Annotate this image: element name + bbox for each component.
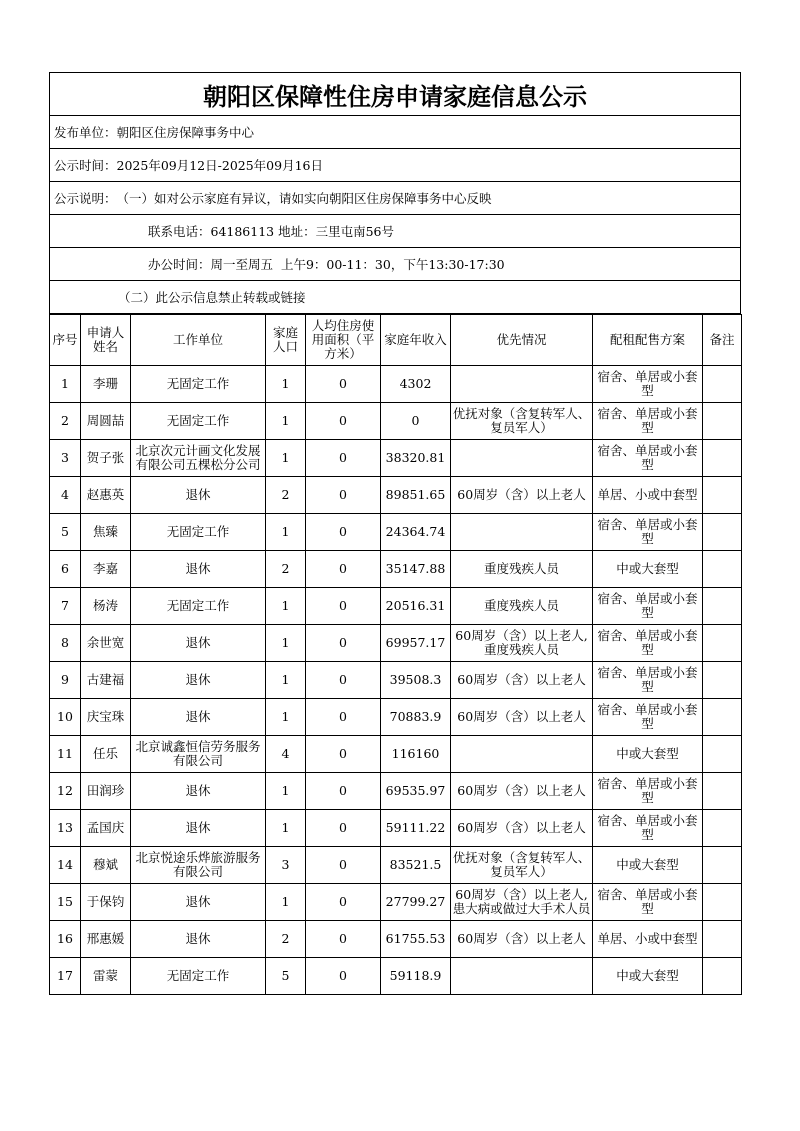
notice-sheet: [49, 72, 741, 995]
cell-remark: [703, 588, 742, 625]
cell-work: 北京次元计画文化发展有限公司五棵松分公司: [131, 440, 266, 477]
notes-row-4: [49, 281, 741, 314]
table-row: [50, 440, 742, 477]
cell-remark: [703, 551, 742, 588]
cell-pop: 5: [266, 958, 306, 995]
cell-remark: [703, 366, 742, 403]
cell-work: 无固定工作: [131, 403, 266, 440]
publisher-value: 朝阳区住房保障事务中心: [116, 125, 255, 140]
cell-area: 0: [306, 662, 381, 699]
cell-remark: [703, 699, 742, 736]
cell-work: 退休: [131, 625, 266, 662]
cell-income: 116160: [381, 736, 451, 773]
table-row: [50, 736, 742, 773]
cell-income: 35147.88: [381, 551, 451, 588]
cell-area: 0: [306, 477, 381, 514]
cell-income: 20516.31: [381, 588, 451, 625]
cell-no: 17: [50, 958, 81, 995]
table-row: [50, 662, 742, 699]
cell-area: 0: [306, 810, 381, 847]
cell-priority: 重度残疾人员: [451, 551, 593, 588]
cell-name: 贺子张: [81, 440, 131, 477]
cell-pop: 1: [266, 625, 306, 662]
cell-no: 13: [50, 810, 81, 847]
cell-plan: 宿舍、单居或小套型: [593, 588, 703, 625]
cell-area: 0: [306, 440, 381, 477]
table-row: [50, 551, 742, 588]
cell-work: 退休: [131, 662, 266, 699]
cell-priority: [451, 440, 593, 477]
cell-work: 退休: [131, 884, 266, 921]
period-row: [49, 149, 741, 182]
cell-area: 0: [306, 736, 381, 773]
cell-plan: 宿舍、单居或小套型: [593, 884, 703, 921]
header-area: 人均住房使用面积（平方米）: [306, 315, 381, 366]
cell-income: 61755.53: [381, 921, 451, 958]
table-row: [50, 588, 742, 625]
table-row: [50, 921, 742, 958]
cell-priority: 60周岁（含）以上老人: [451, 810, 593, 847]
header-work: 工作单位: [131, 315, 266, 366]
cell-priority: 60周岁（含）以上老人,患大病或做过大手术人员: [451, 884, 593, 921]
cell-no: 5: [50, 514, 81, 551]
cell-no: 7: [50, 588, 81, 625]
cell-area: 0: [306, 366, 381, 403]
cell-area: 0: [306, 625, 381, 662]
cell-name: 杨涛: [81, 588, 131, 625]
cell-income: 59118.9: [381, 958, 451, 995]
cell-remark: [703, 773, 742, 810]
cell-pop: 1: [266, 810, 306, 847]
cell-remark: [703, 847, 742, 884]
cell-name: 田润珍: [81, 773, 131, 810]
cell-area: 0: [306, 958, 381, 995]
cell-plan: 中或大套型: [593, 958, 703, 995]
cell-work: 退休: [131, 921, 266, 958]
header-no: 序号: [50, 315, 81, 366]
publisher-label: 发布单位：: [54, 125, 117, 140]
table-row: [50, 403, 742, 440]
cell-pop: 1: [266, 884, 306, 921]
notes-label: 公示说明：: [54, 191, 117, 206]
cell-no: 6: [50, 551, 81, 588]
cell-work: 北京诚鑫恒信劳务服务有限公司: [131, 736, 266, 773]
cell-priority: 优抚对象（含复转军人、复员军人）: [451, 847, 593, 884]
cell-plan: 单居、小或中套型: [593, 477, 703, 514]
header-priority: 优先情况: [451, 315, 593, 366]
cell-income: 69957.17: [381, 625, 451, 662]
cell-priority: 60周岁（含）以上老人: [451, 477, 593, 514]
header-remark: 备注: [703, 315, 742, 366]
cell-remark: [703, 884, 742, 921]
cell-income: 39508.3: [381, 662, 451, 699]
cell-no: 15: [50, 884, 81, 921]
applicant-table: [49, 314, 742, 995]
cell-pop: 4: [266, 736, 306, 773]
cell-plan: 单居、小或中套型: [593, 921, 703, 958]
cell-plan: 宿舍、单居或小套型: [593, 514, 703, 551]
cell-no: 1: [50, 366, 81, 403]
cell-name: 李嘉: [81, 551, 131, 588]
cell-name: 赵惠英: [81, 477, 131, 514]
cell-pop: 2: [266, 477, 306, 514]
cell-plan: 宿舍、单居或小套型: [593, 366, 703, 403]
table-header-row: [50, 315, 742, 366]
cell-area: 0: [306, 773, 381, 810]
cell-work: 退休: [131, 773, 266, 810]
cell-priority: [451, 958, 593, 995]
cell-pop: 3: [266, 847, 306, 884]
table-row: [50, 884, 742, 921]
notes-row-2: [49, 215, 741, 248]
table-row: [50, 699, 742, 736]
notes-row-1: [49, 182, 741, 215]
cell-name: 雷蒙: [81, 958, 131, 995]
cell-name: 李珊: [81, 366, 131, 403]
cell-pop: 1: [266, 366, 306, 403]
notes-line-2: 联系电话：64186113 地址：三里屯南56号: [148, 224, 395, 239]
cell-remark: [703, 736, 742, 773]
cell-work: 无固定工作: [131, 588, 266, 625]
cell-plan: 中或大套型: [593, 847, 703, 884]
cell-income: 70883.9: [381, 699, 451, 736]
cell-income: 69535.97: [381, 773, 451, 810]
header-name: 申请人姓名: [81, 315, 131, 366]
cell-remark: [703, 477, 742, 514]
table-body: [50, 366, 742, 995]
cell-area: 0: [306, 588, 381, 625]
cell-name: 任乐: [81, 736, 131, 773]
cell-priority: 60周岁（含）以上老人,重度残疾人员: [451, 625, 593, 662]
cell-area: 0: [306, 884, 381, 921]
cell-priority: [451, 514, 593, 551]
cell-plan: 宿舍、单居或小套型: [593, 810, 703, 847]
cell-name: 于保钧: [81, 884, 131, 921]
cell-area: 0: [306, 403, 381, 440]
cell-priority: 优抚对象（含复转军人、复员军人）: [451, 403, 593, 440]
cell-remark: [703, 810, 742, 847]
cell-no: 4: [50, 477, 81, 514]
cell-work: 无固定工作: [131, 366, 266, 403]
cell-work: 退休: [131, 699, 266, 736]
cell-name: 余世宽: [81, 625, 131, 662]
cell-pop: 1: [266, 588, 306, 625]
cell-remark: [703, 440, 742, 477]
cell-work: 退休: [131, 551, 266, 588]
table-row: [50, 958, 742, 995]
cell-name: 穆斌: [81, 847, 131, 884]
cell-income: 4302: [381, 366, 451, 403]
cell-no: 2: [50, 403, 81, 440]
cell-plan: 宿舍、单居或小套型: [593, 662, 703, 699]
cell-area: 0: [306, 847, 381, 884]
cell-remark: [703, 921, 742, 958]
table-row: [50, 514, 742, 551]
cell-no: 12: [50, 773, 81, 810]
notes-line-4: （二）此公示信息禁止转载或链接: [118, 290, 306, 305]
cell-priority: 重度残疾人员: [451, 588, 593, 625]
header-plan: 配租配售方案: [593, 315, 703, 366]
cell-work: 退休: [131, 810, 266, 847]
cell-remark: [703, 662, 742, 699]
cell-work: 无固定工作: [131, 958, 266, 995]
cell-priority: [451, 736, 593, 773]
table-row: [50, 625, 742, 662]
cell-name: 邢惠媛: [81, 921, 131, 958]
cell-no: 8: [50, 625, 81, 662]
cell-income: 38320.81: [381, 440, 451, 477]
cell-work: 退休: [131, 477, 266, 514]
cell-area: 0: [306, 699, 381, 736]
cell-no: 11: [50, 736, 81, 773]
notes-line-3: 办公时间：周一至周五 上午9：00-11：30，下午13:30-17:30: [148, 257, 505, 272]
cell-income: 89851.65: [381, 477, 451, 514]
cell-area: 0: [306, 551, 381, 588]
cell-pop: 2: [266, 551, 306, 588]
cell-plan: 宿舍、单居或小套型: [593, 440, 703, 477]
period-value: 2025年09月12日-2025年09月16日: [116, 158, 323, 173]
cell-pop: 2: [266, 921, 306, 958]
cell-name: 焦臻: [81, 514, 131, 551]
cell-pop: 1: [266, 699, 306, 736]
notes-line-1: （一）如对公示家庭有异议，请如实向朝阳区住房保障事务中心反映: [116, 191, 492, 206]
cell-no: 16: [50, 921, 81, 958]
cell-plan: 中或大套型: [593, 551, 703, 588]
cell-pop: 1: [266, 662, 306, 699]
cell-income: 0: [381, 403, 451, 440]
table-row: [50, 847, 742, 884]
cell-no: 10: [50, 699, 81, 736]
cell-remark: [703, 625, 742, 662]
cell-name: 周圆喆: [81, 403, 131, 440]
table-row: [50, 366, 742, 403]
cell-pop: 1: [266, 440, 306, 477]
cell-name: 古建福: [81, 662, 131, 699]
cell-income: 83521.5: [381, 847, 451, 884]
cell-work: 无固定工作: [131, 514, 266, 551]
cell-income: 27799.27: [381, 884, 451, 921]
table-row: [50, 477, 742, 514]
cell-remark: [703, 958, 742, 995]
cell-priority: 60周岁（含）以上老人: [451, 699, 593, 736]
cell-pop: 1: [266, 514, 306, 551]
cell-remark: [703, 403, 742, 440]
cell-priority: 60周岁（含）以上老人: [451, 773, 593, 810]
cell-income: 59111.22: [381, 810, 451, 847]
table-row: [50, 810, 742, 847]
header-pop: 家庭人口: [266, 315, 306, 366]
cell-priority: 60周岁（含）以上老人: [451, 921, 593, 958]
cell-plan: 中或大套型: [593, 736, 703, 773]
notes-row-3: [49, 248, 741, 281]
cell-name: 庆宝珠: [81, 699, 131, 736]
cell-work: 北京悦途乐烨旅游服务有限公司: [131, 847, 266, 884]
table-row: [50, 773, 742, 810]
cell-remark: [703, 514, 742, 551]
cell-pop: 1: [266, 403, 306, 440]
header-income: 家庭年收入: [381, 315, 451, 366]
page-title: 朝阳区保障性住房申请家庭信息公示: [49, 72, 741, 116]
cell-no: 9: [50, 662, 81, 699]
cell-pop: 1: [266, 773, 306, 810]
cell-income: 24364.74: [381, 514, 451, 551]
publisher-row: [49, 116, 741, 149]
cell-area: 0: [306, 514, 381, 551]
cell-priority: [451, 366, 593, 403]
cell-plan: 宿舍、单居或小套型: [593, 403, 703, 440]
cell-name: 孟国庆: [81, 810, 131, 847]
cell-plan: 宿舍、单居或小套型: [593, 625, 703, 662]
cell-no: 14: [50, 847, 81, 884]
period-label: 公示时间：: [54, 158, 117, 173]
cell-priority: 60周岁（含）以上老人: [451, 662, 593, 699]
cell-plan: 宿舍、单居或小套型: [593, 773, 703, 810]
cell-plan: 宿舍、单居或小套型: [593, 699, 703, 736]
cell-area: 0: [306, 921, 381, 958]
cell-no: 3: [50, 440, 81, 477]
